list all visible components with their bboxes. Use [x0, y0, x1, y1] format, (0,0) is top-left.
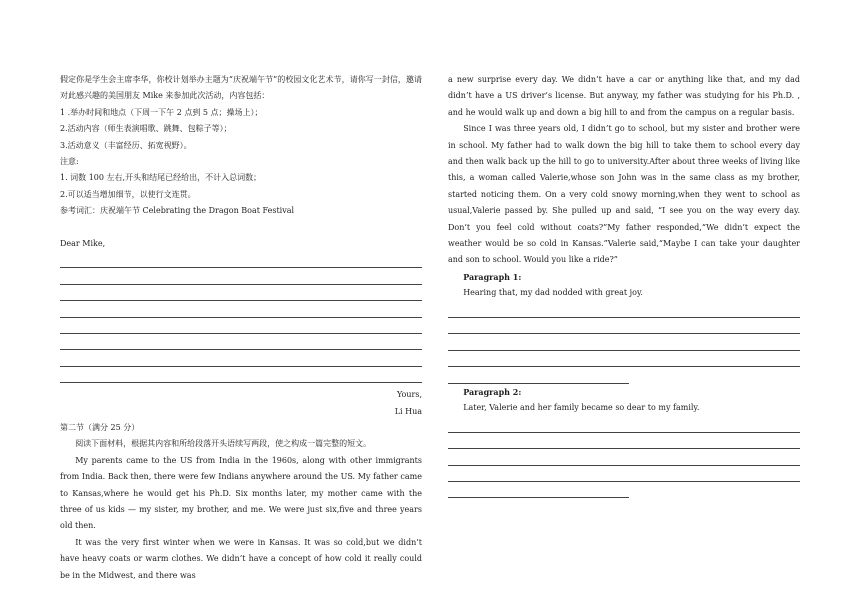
- letter-writing-area[interactable]: [60, 252, 422, 383]
- answer-line-short[interactable]: [448, 482, 629, 498]
- vocab-hint: 参考词汇：庆祝端午节 Celebrating the Dragon Boat Festival: [60, 206, 295, 216]
- paragraph2-opening: Later, Valerie and her family became so dear to my family.: [463, 403, 700, 413]
- right-column: [448, 72, 800, 498]
- blank-gap: [60, 220, 422, 236]
- task-point-2: 2.活动内容（师生表演唱歌、跳舞、包粽子等）；: [60, 124, 232, 134]
- answer-line[interactable]: [60, 301, 422, 317]
- paragraph1-opening: Hearing that, my dad nodded with great joy.: [463, 288, 643, 298]
- answer-line[interactable]: [448, 466, 800, 482]
- answer-line[interactable]: [448, 351, 800, 367]
- answer-line[interactable]: [448, 334, 800, 350]
- answer-line[interactable]: [60, 252, 422, 268]
- paragraph1-label: Paragraph 1:: [463, 271, 522, 282]
- answer-line[interactable]: [60, 268, 422, 284]
- note-2: 2.可以适当增加细节，以使行文连贯。: [60, 189, 196, 199]
- passage-paragraph: It was the very first winter when we were in Kansas. It was so cold,but we didn’t have heavy coats or warm clothes. We didn’t have a concept of how cold it really could be in the Midwest, and there was: [60, 537, 422, 580]
- section2-title: 第二节（满分 25 分）: [60, 423, 140, 432]
- paragraph2-label: Paragraph 2:: [463, 386, 522, 397]
- answer-line[interactable]: [60, 350, 422, 366]
- task-point-1: 1 .举办时间和地点（下周一下午 2 点到 5 点；操场上）；: [60, 107, 263, 117]
- task-point-3: 3.活动意义（丰富经历、拓宽视野）。: [60, 140, 192, 150]
- answer-line[interactable]: [60, 367, 422, 383]
- answer-line[interactable]: [448, 302, 800, 318]
- answer-line-short[interactable]: [448, 367, 629, 383]
- passage-continuation: a new surprise every day. We didn’t have a car or anything like that, and my dad didn’t have a US driver’s license. But anyway, my father was studying for his Ph.D. , and he would walk up and down a big hill to and from the campus on a regular basis.: [448, 75, 800, 117]
- passage-paragraph: My parents came to the US from India in the 1960s, along with other immigrants from India. Back then, there were few Indians anywhere around the US. My father came to Kansas,where he would get his Ph.D. Six months later, my mother came with the three of us kids — my sister, my brother, and me. We were just six,five and three years old then.: [60, 455, 422, 531]
- letter-signature: Li Hua: [394, 406, 422, 416]
- answer-line[interactable]: [448, 433, 800, 449]
- paragraph2-writing-area[interactable]: [448, 416, 800, 498]
- answer-line[interactable]: [448, 318, 800, 334]
- paragraph1-writing-area[interactable]: [448, 302, 800, 384]
- left-column: [60, 72, 422, 584]
- letter-greeting: Dear Mike,: [60, 238, 106, 248]
- letter-closing: Yours,: [396, 390, 422, 400]
- note-1: 1. 词数 100 左右,开头和结尾已经给出，不计入总词数；: [60, 173, 262, 183]
- section2-instruction: 阅读下面材料，根据其内容和所给段落开头语续写两段，使之构成一篇完整的短文。: [75, 439, 372, 449]
- answer-line[interactable]: [60, 285, 422, 301]
- answer-line[interactable]: [60, 318, 422, 334]
- task-intro: 假定你是学生会主席李华，你校计划举办主题为“庆祝端午节”的校园文化艺术节，请你写一封信，邀请对此感兴趣的美国朋友 Mike 来参加此次活动，内容包括：: [60, 75, 422, 101]
- notes-title: 注意:: [60, 157, 79, 167]
- answer-line[interactable]: [60, 334, 422, 350]
- answer-line[interactable]: [448, 449, 800, 465]
- answer-line[interactable]: [448, 416, 800, 432]
- passage-paragraph: Since I was three years old, I didn’t go to school, but my sister and brother were in school. My father had to walk down the big hill to take them to school every day and then walk back up the hill to go to university.After about three weeks of living like this, a woman called Valerie,whose son John was in the same class as my brother, started noticing them. On a very cold snowy morning,when they went to school as usual,Valerie passed by. She pulled up and said, “I see you on the way every day. Don’t you feel cold without coats?”My father responded,“We didn’t expect the weather would be so cold in Kansas.”Valerie said,“Maybe I can take your daughter and son to school. Would you like a ride?”: [448, 124, 800, 265]
